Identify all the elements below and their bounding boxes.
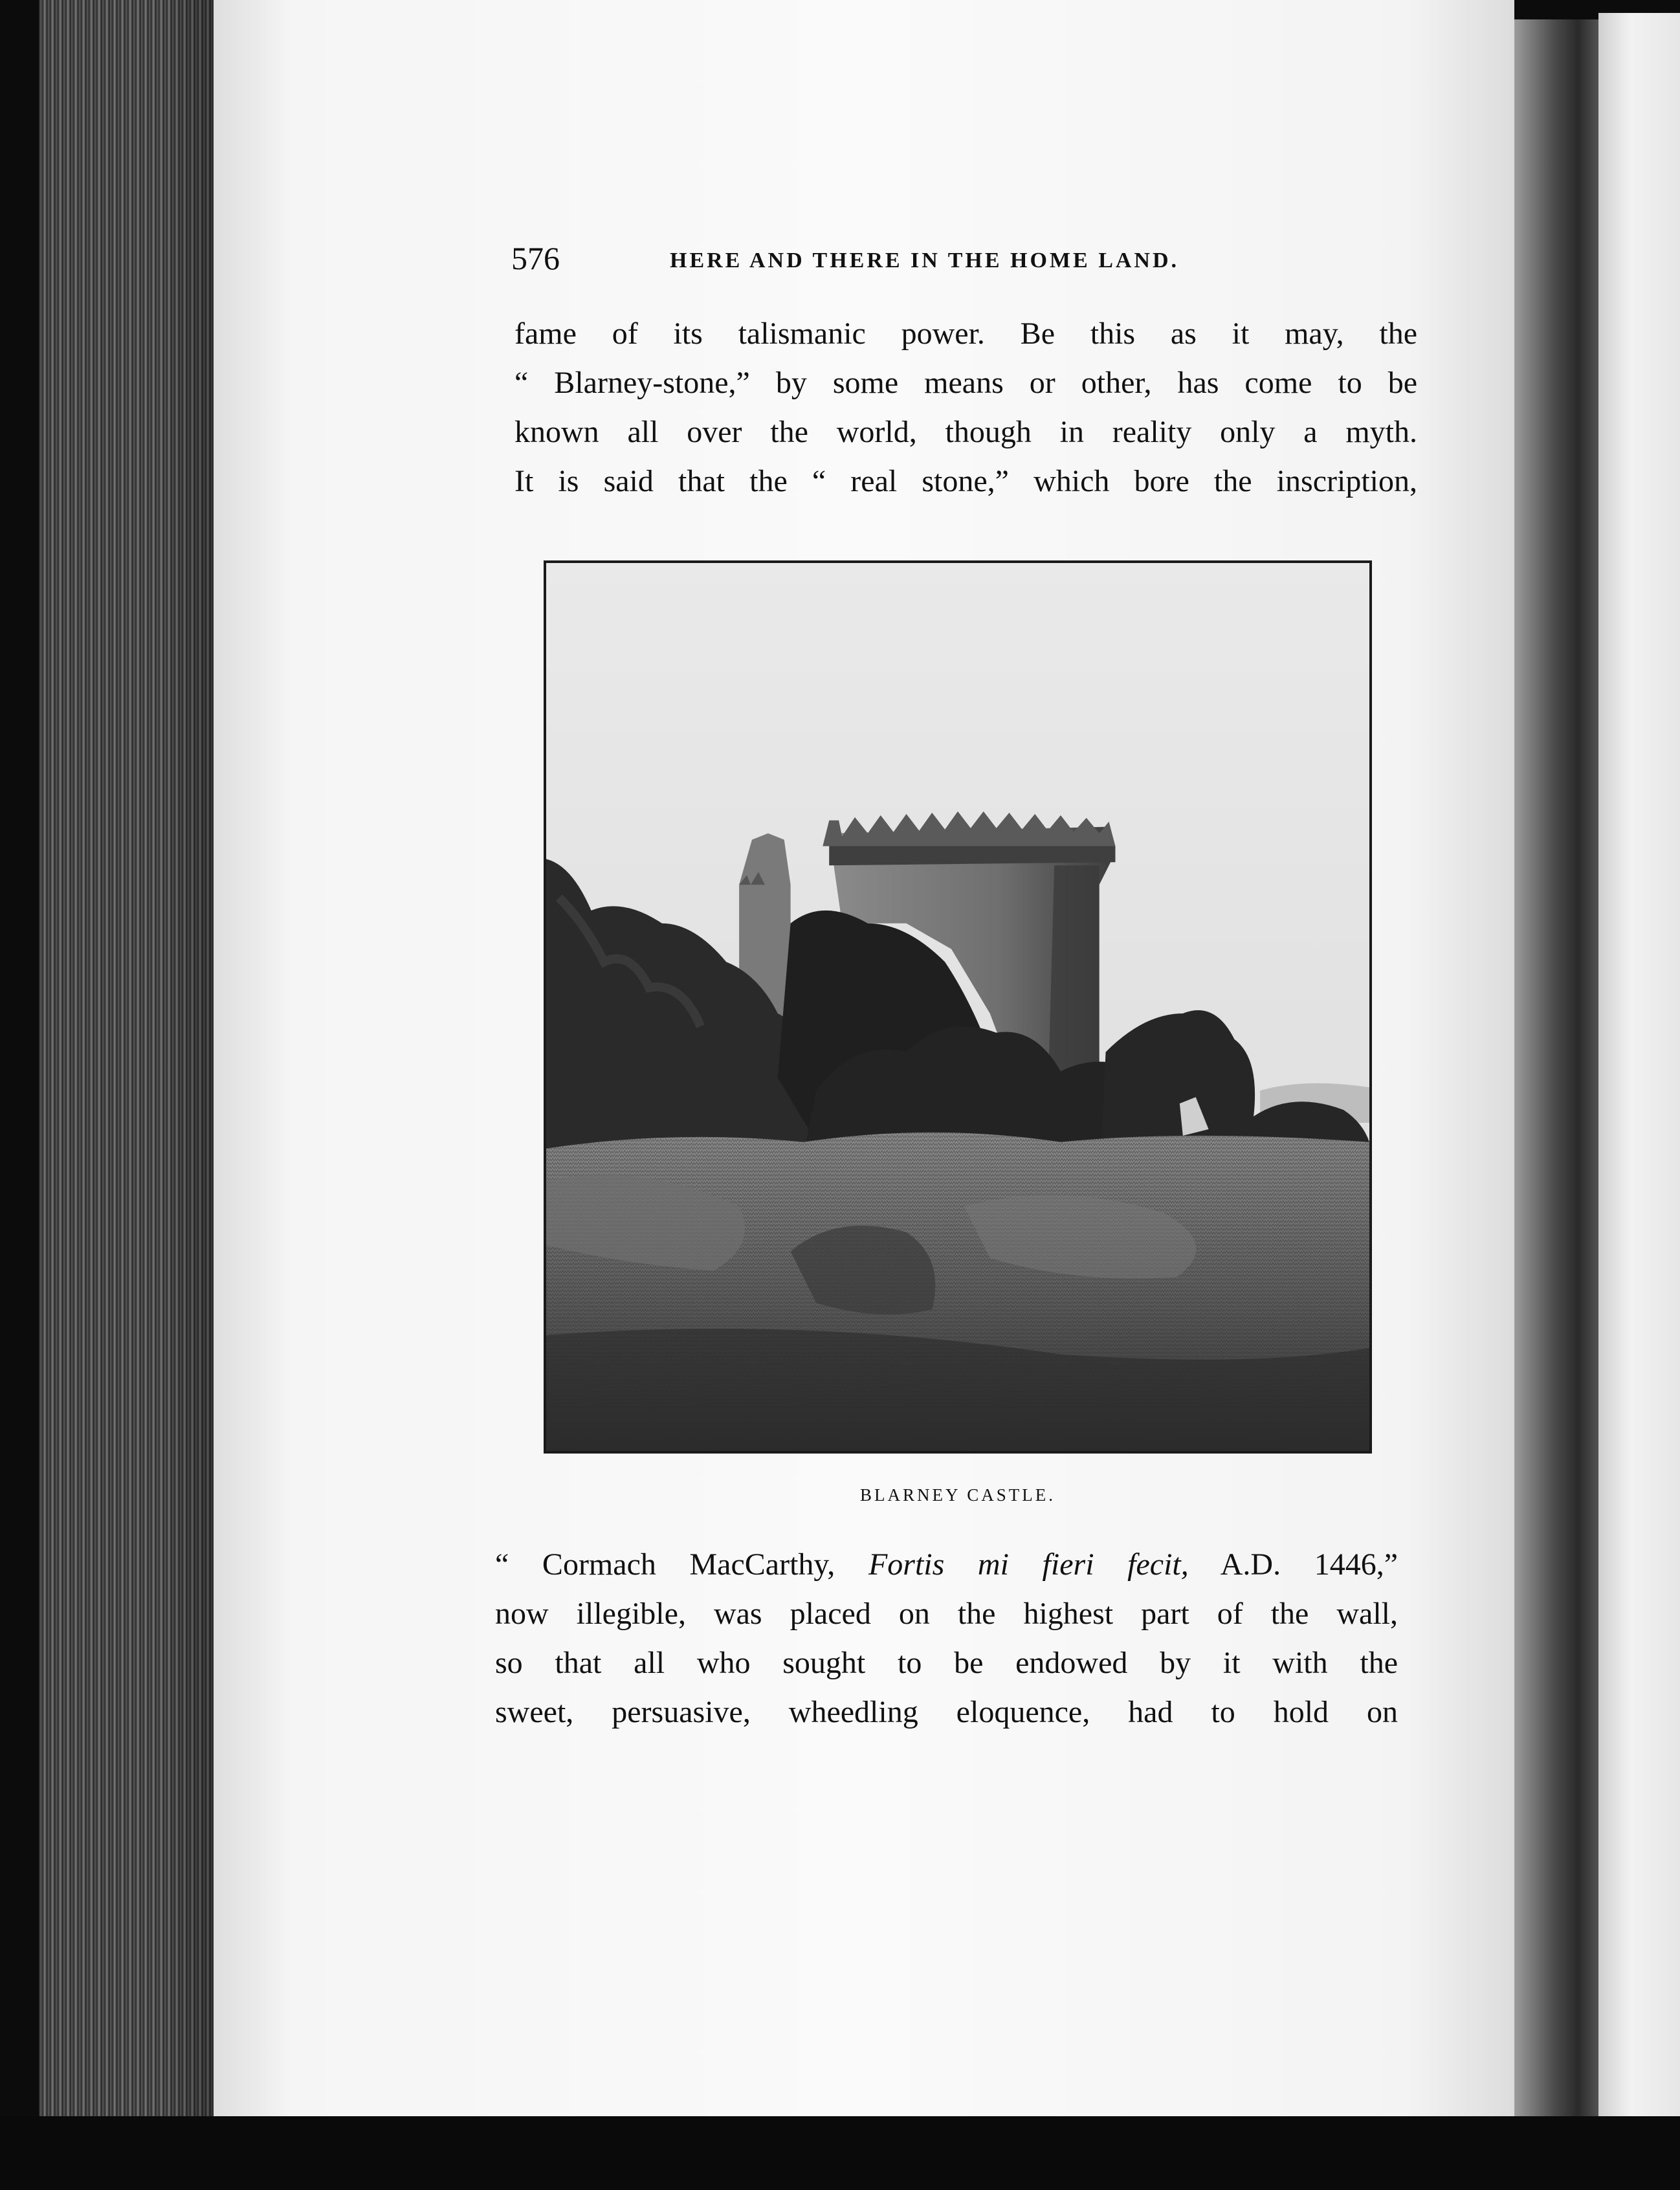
bottom-paragraph	[495, 1540, 1398, 1737]
facing-page-edge	[1598, 13, 1680, 2116]
blarney-castle-photograph	[544, 560, 1372, 1454]
text-line: fame of its talismanic power. Be this as it may, the	[514, 316, 1417, 351]
scan-background	[0, 2116, 1680, 2190]
book-gutter	[1514, 19, 1605, 2116]
inscription-start: “ Cormach MacCarthy,	[495, 1547, 835, 1582]
inscription-date: A.D. 1446,”	[1220, 1547, 1398, 1582]
text-line: now illegible, was placed on the highest part of the wall,	[495, 1597, 1398, 1631]
castle-photo-illustration	[546, 563, 1369, 1451]
running-title: HERE AND THERE IN THE HOME LAND.	[670, 249, 1180, 272]
page-number: 576	[511, 240, 560, 276]
text-line: sweet, persuasive, wheedling eloquence, had to hold on	[495, 1695, 1398, 1729]
latin-inscription: Fortis mi fieri fecit,	[868, 1547, 1189, 1582]
text-line-with-inscription	[495, 1540, 1398, 1589]
text-line: It is said that the “ real stone,” which bore the inscription,	[514, 464, 1417, 498]
top-paragraph	[514, 309, 1417, 506]
text-line: “ Blarney-stone,” by some means or other, has come to be	[514, 366, 1417, 400]
text-line: known all over the world, though in reality only a myth.	[514, 415, 1417, 449]
running-head	[511, 239, 1268, 285]
figure-caption: BLARNEY CASTLE.	[860, 1485, 1056, 1505]
text-line: so that all who sought to be endowed by it with the	[495, 1646, 1398, 1680]
